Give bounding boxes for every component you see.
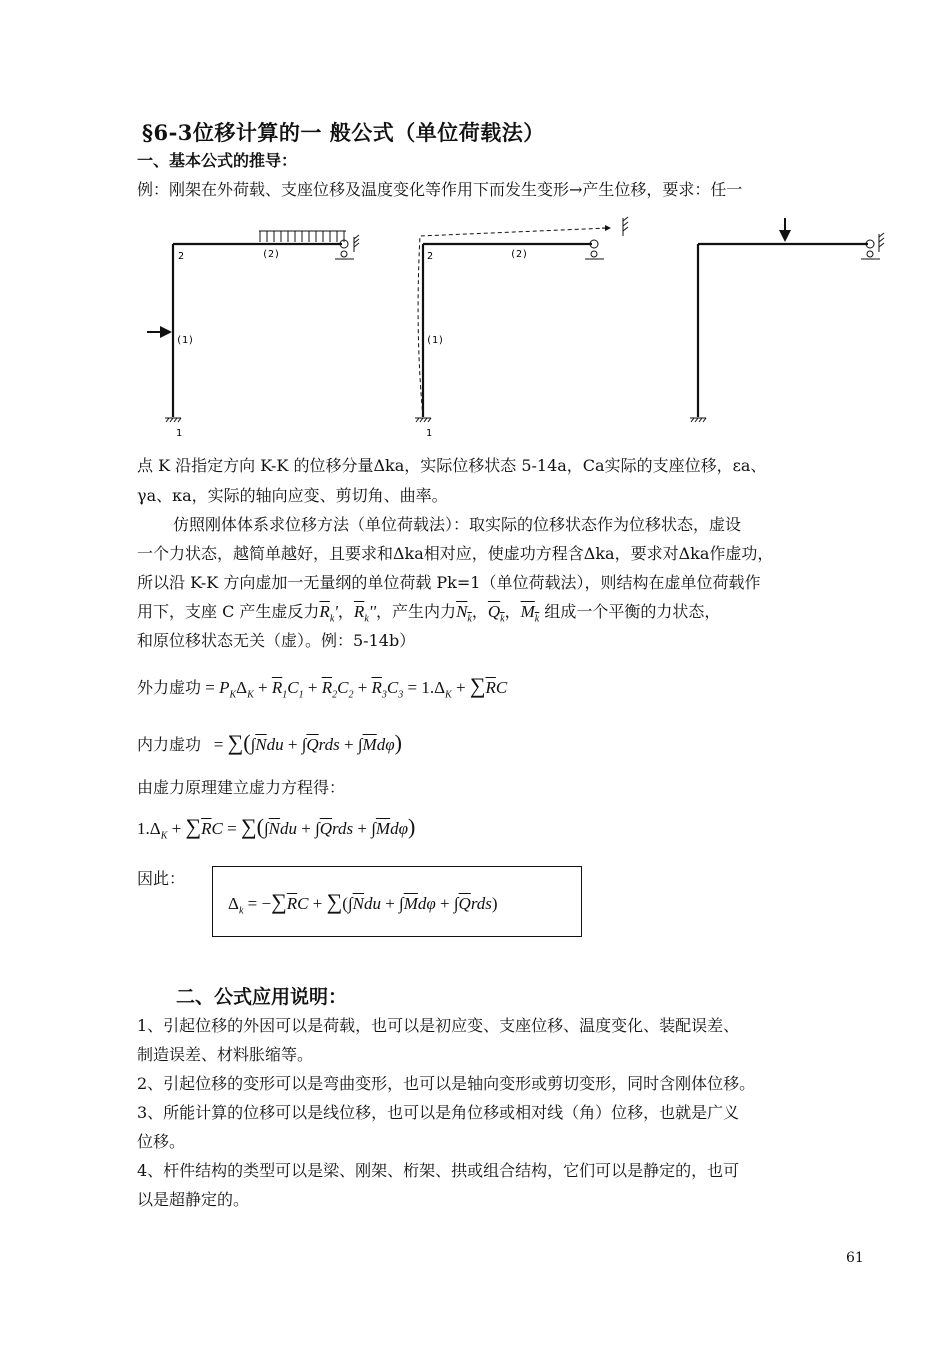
para1-line2: γa、κa，实际的轴向应变、剪切角、曲率。 xyxy=(137,486,448,505)
virtual-work-equation: $1.\Delta_K + \sum\overline{R}C = \sum(\int\overline{N}du + \int\overline{Q}rds + \int\overline{M}d\varphi)$ xyxy=(137,814,416,842)
node-label: 1 xyxy=(426,428,433,439)
member-label: (2) xyxy=(510,249,529,260)
member-label: (2) xyxy=(262,249,281,260)
item1-line1: 1、引起位移的外因可以是荷载，也可以是初应变、支座位移、温度变化、装配误差、 xyxy=(137,1016,740,1035)
roller-support-icon xyxy=(335,235,359,259)
roller-support-icon xyxy=(585,217,628,259)
frame-c xyxy=(690,218,884,422)
page-number: 61 xyxy=(846,1250,864,1266)
external-virtual-work-eq: 外力虚功 = $P_K\Delta_K + \overline{R}_1C_1 + \overline{R}_2C_2 + \overline{R}_3C_3 = 1.\Delta_K + \sum\overline{R}C$ xyxy=(137,673,508,701)
item1-line2: 制造误差、材料胀缩等。 xyxy=(137,1045,314,1064)
para2-line5: 和原位移状态无关（虚）。例：5-14b） xyxy=(137,631,416,650)
displacement-formula-box xyxy=(212,866,582,937)
distributed-load-icon xyxy=(259,231,346,242)
item3-line1: 3、所能计算的位移可以是线位移，也可以是角位移或相对线（角）位移，也就是广义 xyxy=(137,1103,740,1122)
member-label: (1) xyxy=(426,335,445,346)
subsection-heading-2: 二、公式应用说明： xyxy=(176,986,348,1008)
internal-virtual-work-eq: 内力虚功 = $\sum(\int\overline{N}du + \int\overline{Q}rds + \int\overline{M}d\varphi)$ xyxy=(137,730,402,755)
node-label: 2 xyxy=(427,251,434,262)
item4-line2: 以是超静定的。 xyxy=(137,1190,250,1209)
node-label: 1 xyxy=(176,428,183,439)
node-label: 2 xyxy=(178,251,185,262)
frame-b xyxy=(415,217,628,439)
subsection-heading-1: 一、基本公式的推导： xyxy=(137,151,298,170)
para2-line2: 一个力状态，越简单越好，且要求和Δka相对应，使虚功方程含Δka，要求对Δka作虚功， xyxy=(137,544,774,563)
item3-line2: 位移。 xyxy=(137,1132,186,1151)
intro-text: 例：刚架在外荷载、支座位移及温度变化等作用下而发生变形→产生位移，要求：任一 xyxy=(137,180,743,199)
therefore-label: 因此： xyxy=(137,869,186,888)
item4-line1: 4、杆件结构的类型可以是梁、刚架、桁架、拱或组合结构，它们可以是静定的，也可 xyxy=(137,1161,740,1180)
fixed-support-icon xyxy=(690,418,706,422)
para2-line3: 所以沿 K-K 方向虚加一无量纲的单位荷载 Pk=1（单位荷载法），则结构在虚单位荷载作 xyxy=(137,573,761,592)
fixed-support-icon xyxy=(415,418,431,422)
section-title: §6-3位移计算的一 般公式（单位荷载法） xyxy=(142,120,545,145)
displacement-formula: $\Delta_k = -\sum\overline{R}C + \sum(\int\overline{N}du + \int\overline{M}d\varphi + \int\overline{Q}rds)$ xyxy=(228,889,498,917)
para1-line1: 点 K 沿指定方向 K-K 的位移分量Δka，实际位移状态 5-14a，Ca实际的支座位移，εa、 xyxy=(137,456,767,475)
member-label: (1) xyxy=(176,335,195,346)
para2-line1: 仿照刚体体系求位移方法（单位荷载法）：取实际的位移状态作为位移状态，虚设 xyxy=(173,515,742,534)
item2: 2、引起位移的变形可以是弯曲变形，也可以是轴向变形或剪切变形，同时含刚体位移。 xyxy=(137,1074,756,1093)
frame-figures xyxy=(130,212,900,442)
virtual-force-intro: 由虚力原理建立虚力方程得： xyxy=(137,778,346,797)
frame-a xyxy=(147,231,359,439)
para2-line4: 用下，支座 C 产生虚反力$\overline{R}_k'$，$\overline{R}_k''$，产生内力$N_k$，$Q_k$，$M_k$ 组成一个平衡的力状态， xyxy=(137,602,721,625)
roller-support-icon xyxy=(861,233,884,259)
fixed-support-icon xyxy=(165,418,181,422)
